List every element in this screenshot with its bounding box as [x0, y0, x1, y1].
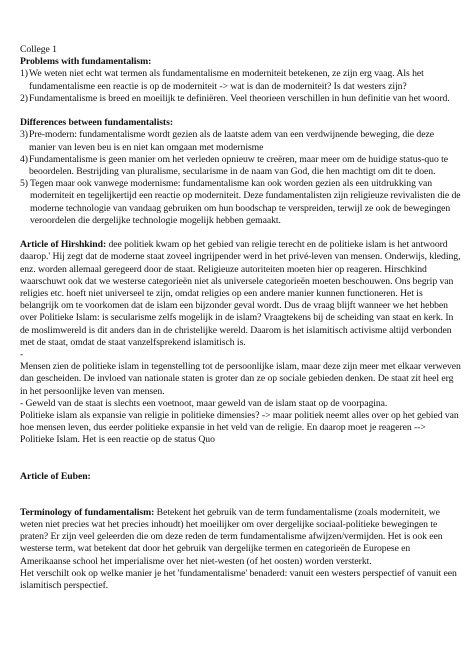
terminology-text-2: Het verschilt ook op welke manier je het 'fundamentalisme' benaderd: vanuit een westers perspectief of vanuit een islamitisch perspectief. [20, 567, 457, 592]
hirshkind-text-3: - Geweld van de staat is slechts een voetnoot, maar geweld van de islam staat op de voorpagina. [20, 397, 388, 409]
difference-item-number: 3) [20, 129, 28, 141]
hirshkind-text-2: Mensen zien de politieke islam in tegenstelling tot de persoonlijke islam, maar deze zijn meer met elkaar verweven dan gescheiden. De invloed van nationale staten is groter dan ze op sociale gebieden denken. De staat zit heel erg in het persoonlijke leven van mensen. [20, 361, 461, 397]
hirshkind-paragraph [20, 239, 462, 349]
difference-item-text: Fundamentalisme is geen manier om het verleden opnieuw te creëren, maar meer om de huidige status-quo te beoordelen. Bestrijding van pluralisme, secularisme in de naam van God, die hen machtigt om dit te doen. [29, 153, 449, 178]
problem-item-text: We weten niet echt wat termen als fundamentalisme en moderniteit betekenen, ze zijn erg vaag. Als het fundamentalisme een reactie is op de moderniteit -> wat is dan de moderniteit? Is dat westers zijn? [29, 68, 424, 92]
hirshkind-text-4: Politieke islam als expansie van religie in politieke dimensies? -> maar politiek neemt alles over op het gebied van hoe mensen leven, dus eerder politieke expansie in het veld van de religie. En daarop moet je reageren --> Politieke Islam. Het is een reactie op de status Quo [20, 410, 459, 446]
difference-item-text: Pre-modern: fundamentalisme wordt gezien als de laatste adem van een verdwijnende beweging, die deze manier van leven beu is en niet kan omgaan met modernisme [29, 129, 434, 153]
course-title: College 1 [20, 44, 57, 55]
problems-heading: Problems with fundamentalism: [20, 56, 152, 68]
problem-item-text: Fundamentalisme is breed en moeilijk te definiëren. Veel theorieen verschillen in hun definitie van het woord. [29, 92, 450, 104]
difference-item-number: 5) [20, 178, 28, 190]
hirshkind-text: dee politiek kwam op het gebied van religie terecht en de politieke islam is het antwoord daarop.' Hij zegt dat de moderne staat zoveel ingrijpender werd in het privé-leven van mensen. Onderwijs, kleding, enz. worden allemaal geregeerd door de staat. Religieuze autoriteiten moeten hier op reageren. Hirschkind waarschuwt ook dat we westerse categorieën niet als universele categorieën moeten beschouwen. Ons begrip van religies etc. hoeft niet universeel te zijn, omdat religies op een andere manier kunnen functioneren. Het is belangrijk om te voorkomen dat de islam een bijzonder geval wordt. Dus de vraag blijft wanneer we het hebben over Politieke Islam: is secularisme zelfs mogelijk in de islam? Vraagtekens bij de scheiding van staat en kerk. In de moslimwereld is dit anders dan in de christelijke wereld. Daarom is het islamitisch activisme altijd verbonden met de staat, omdat de staat vanzelfsprekend islamitisch is. [20, 239, 461, 348]
problem-item-1 [20, 68, 462, 92]
problem-item-number: 1) [20, 68, 28, 80]
difference-item-3 [20, 129, 462, 153]
euben-heading: Article of Euben: [20, 470, 91, 482]
hirshkind-dash: - [20, 349, 24, 361]
difference-item-text: Tegen maar ook vanwege modernisme: fundamentalisme kan ook worden gezien als een uitdrukking van moderniteit en tegelijkertijd een reactie op moderniteit. Deze fundamentalisten zijn religieuze revivalisten die de moderne technologie van vandaag gebruiken om hun boodschap te verspreiden, terwijl ze ook de bewegingen veroordelen die dergelijke technologie mogelijk hebben gemaakt. [30, 178, 461, 226]
terminology-heading: Terminology of fundamentalism: [20, 506, 155, 518]
terminology-text: Betekent het gebruik van de term fundamentalisme (zoals moderniteit, we weten niet precies wat het precies inhoudt) het moeilijker om over dergelijke sociaal-politieke bewegingen te praten? Er zijn veel geleerden die om deze reden de term fundamentalisme afwijzen/vermijden. Het is ook een westerse term, wat betekent dat door het gebruik van dergelijke termen en categorieën de Europese en Amerikaanse school het imperialisme over het niet-westen (of het oosten) worden versterkt. [20, 506, 443, 567]
hirshkind-heading: Article of Hirshkind: [20, 239, 107, 251]
difference-item-4 [20, 154, 462, 178]
terminology-paragraph [20, 507, 462, 568]
document-body [20, 44, 462, 592]
difference-item-number: 4) [20, 153, 28, 165]
problem-item-number: 2) [20, 92, 28, 104]
difference-item-5 [20, 178, 462, 227]
problem-item-2 [20, 93, 462, 105]
differences-heading: Differences between fundamentalists: [20, 117, 173, 129]
